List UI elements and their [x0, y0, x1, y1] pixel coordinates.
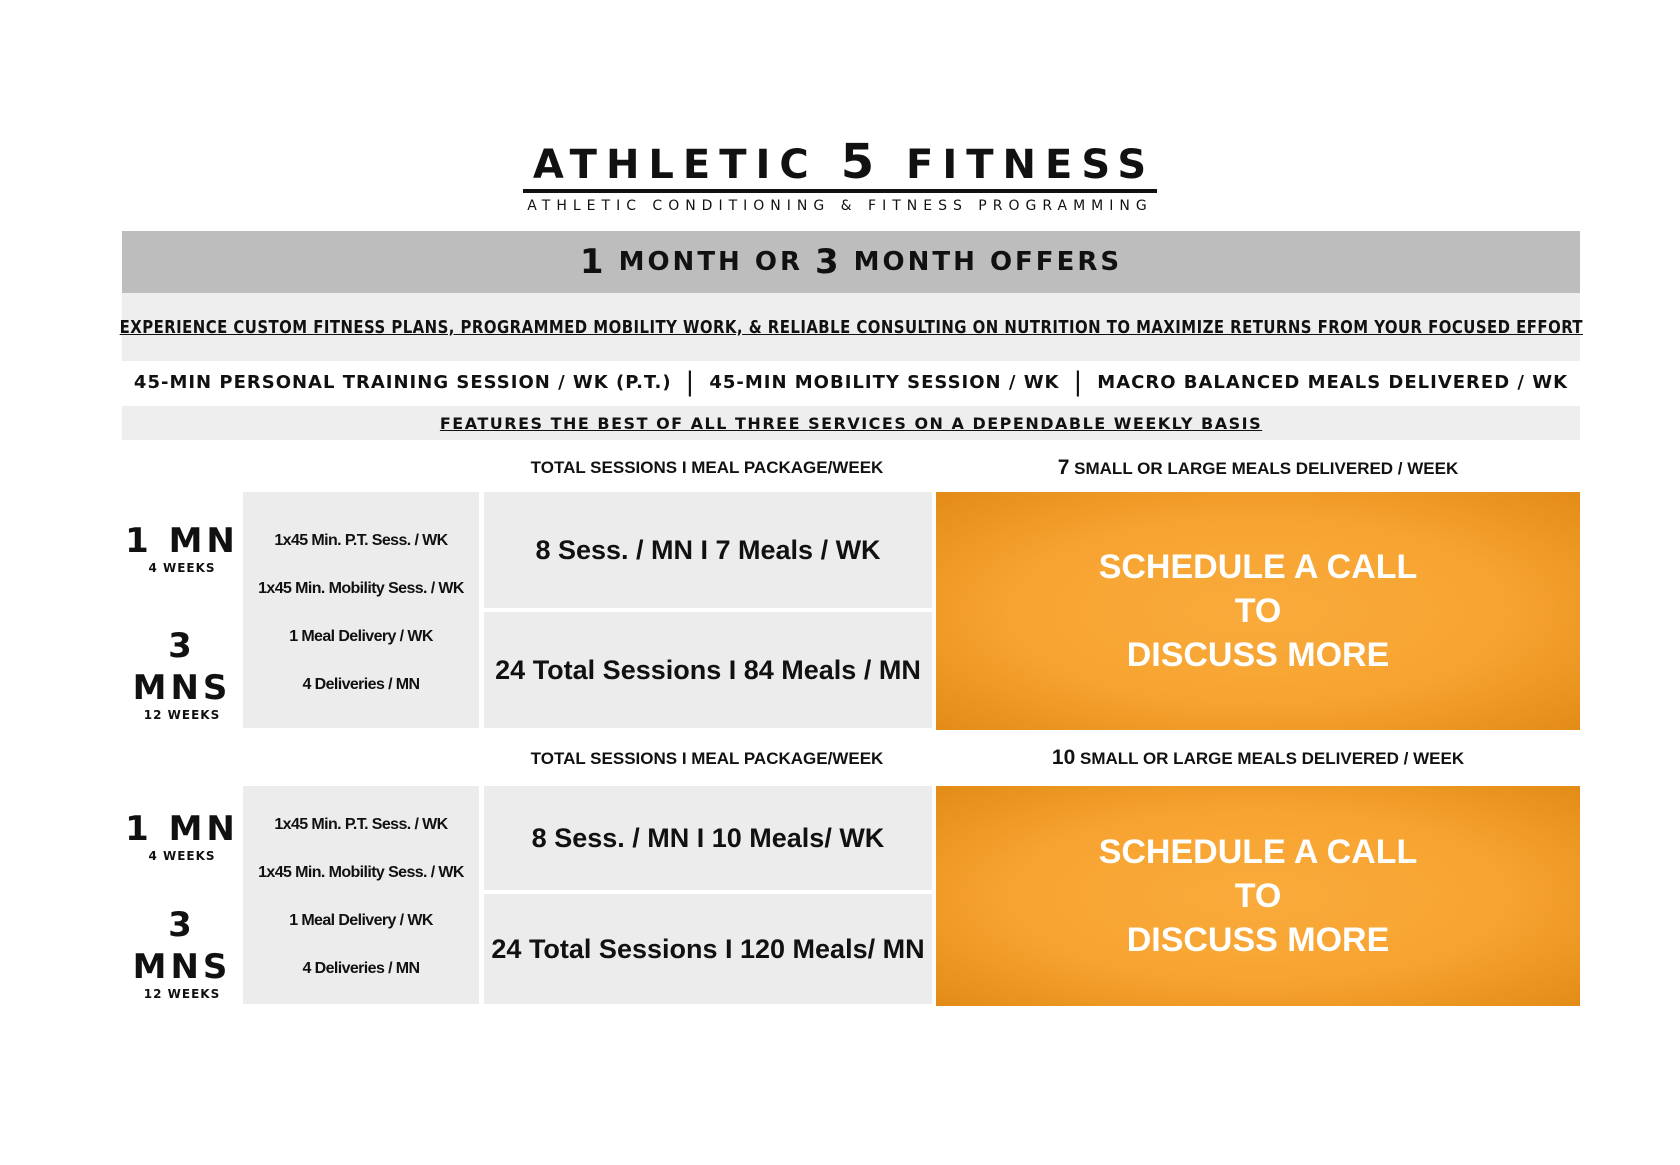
cta-line: DISCUSS MORE — [1126, 921, 1390, 959]
plan2-feature-item: 4 Deliveries / MN — [302, 960, 420, 977]
plan2-three-month-weeks: 12 WEEKS — [143, 987, 221, 1001]
service-meals: MACRO BALANCED MEALS DELIVERED / WK — [1097, 371, 1569, 393]
experience-text: EXPERIENCE CUSTOM FITNESS PLANS, PROGRAMMED MOBILITY WORK, & RELIABLE CONSULTING ON NUTRITION TO MAXIMIZE RETURNS FROM YOUR FOCUSED EFFORT — [119, 316, 1583, 338]
cta-line: DISCUSS MORE — [1126, 636, 1390, 674]
plan2-col-head-meals — [938, 746, 1578, 770]
offers-num-2: 3 — [814, 242, 842, 282]
plan2-meals-label: SMALL OR LARGE MEALS DELIVERED / WEEK — [1080, 749, 1465, 768]
plan1-three-month-label: MNS — [132, 668, 232, 708]
brand-left: ATHLETIC — [532, 142, 818, 188]
plan1-one-month-weeks: 4 WEEKS — [148, 561, 216, 575]
plan2-one-month-weeks: 4 WEEKS — [148, 849, 216, 863]
plan2-one-month-label: 1 MN — [125, 809, 239, 849]
tagline: ATHLETIC CONDITIONING & FITNESS PROGRAMMING — [527, 198, 1153, 214]
plan1-schedule-call-button[interactable] — [936, 492, 1580, 730]
plan1-meals-label: SMALL OR LARGE MEALS DELIVERED / WEEK — [1074, 459, 1459, 478]
plan1-one-month-summary: 8 Sess. / MN I 7 Meals / WK — [484, 492, 932, 608]
features-band: FEATURES THE BEST OF ALL THREE SERVICES ON A DEPENDABLE WEEKLY BASIS — [122, 406, 1580, 440]
plan1-feature-item: 4 Deliveries / MN — [302, 676, 420, 693]
plan1-three-month — [122, 627, 242, 723]
brand-right: FITNESS — [906, 142, 1156, 188]
plan1-features-list — [243, 492, 479, 728]
cta-line: SCHEDULE A CALL — [1098, 833, 1418, 871]
plan2-one-month-summary: 8 Sess. / MN I 10 Meals/ WK — [484, 786, 932, 890]
plan2-three-month-label: MNS — [132, 947, 232, 987]
services-line — [122, 364, 1580, 400]
plan1-col-head-sessions: TOTAL SESSIONS I MEAL PACKAGE/WEEK — [530, 458, 884, 477]
cta-line: TO — [1234, 592, 1282, 630]
service-pt: 45-MIN PERSONAL TRAINING SESSION / WK (P.T.) — [133, 371, 672, 393]
plan2-col-head-sessions: TOTAL SESSIONS I MEAL PACKAGE/WEEK — [530, 749, 884, 768]
brand-title — [0, 134, 1680, 193]
plan1-three-month-num: 3 — [168, 626, 196, 666]
plan1-col-head-meals — [938, 456, 1578, 480]
brand-number: 5 — [840, 134, 884, 190]
plan1-meals-count: 7 — [1057, 456, 1070, 479]
plan1-three-month-summary: 24 Total Sessions I 84 Meals / MN — [484, 612, 932, 728]
plan2-schedule-call-button[interactable] — [936, 786, 1580, 1006]
plan1-one-month — [122, 522, 242, 576]
plan2-feature-item: 1 Meal Delivery / WK — [289, 912, 433, 929]
offers-num-1: 1 — [579, 242, 607, 282]
cta-line: SCHEDULE A CALL — [1098, 548, 1418, 586]
plan1-three-month-weeks: 12 WEEKS — [143, 708, 221, 722]
plan2-feature-item: 1x45 Min. Mobility Sess. / WK — [258, 864, 464, 881]
plan1-feature-item: 1x45 Min. P.T. Sess. / WK — [274, 532, 448, 549]
cta-line: TO — [1234, 877, 1282, 915]
experience-band — [119, 293, 1583, 361]
plan1-one-month-label: 1 MN — [125, 521, 239, 561]
plan2-feature-item: 1x45 Min. P.T. Sess. / WK — [274, 816, 448, 833]
plan2-three-month-num: 3 — [168, 905, 196, 945]
plan2-meals-count: 10 — [1051, 746, 1076, 769]
service-mobility: 45-MIN MOBILITY SESSION / WK — [709, 371, 1060, 393]
separator: | — [685, 367, 696, 397]
separator: | — [1073, 367, 1084, 397]
offers-title-band — [122, 231, 1580, 293]
plan1-feature-item: 1x45 Min. Mobility Sess. / WK — [258, 580, 464, 597]
plan2-features-list — [243, 786, 479, 1004]
offers-text-2: MONTH OFFERS — [853, 247, 1123, 277]
offers-text-1: MONTH OR — [618, 247, 803, 277]
plan2-three-month — [122, 906, 242, 1002]
plan2-one-month — [122, 810, 242, 864]
plan1-feature-item: 1 Meal Delivery / WK — [289, 628, 433, 645]
plan2-three-month-summary: 24 Total Sessions I 120 Meals/ MN — [484, 894, 932, 1004]
